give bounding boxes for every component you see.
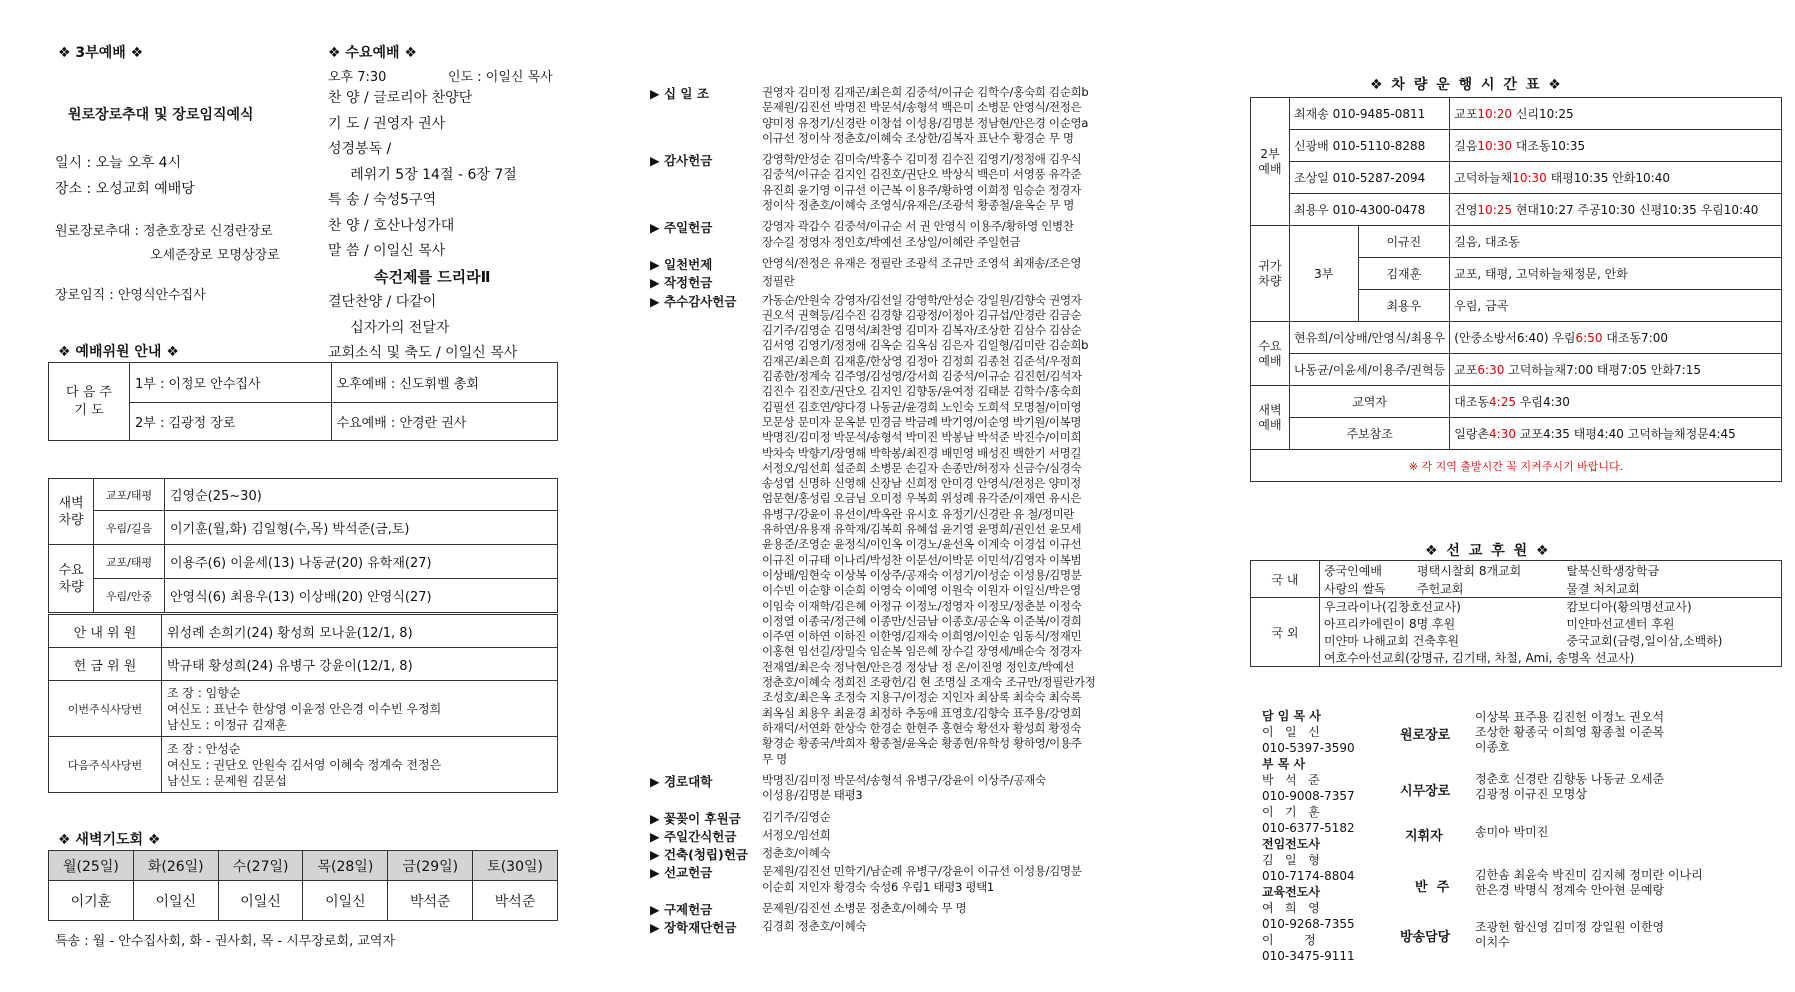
offering-names: 박차숙 박향기/장영해 박학봉/최진경 배민영 배성진 백한기 서명길 [762,445,1082,460]
schedule-route: 길음10:30 대조동10:35 [1450,130,1782,162]
schedule-group-2bu: 2부 예배 [1251,98,1290,226]
prayer-wed: 수요예배 : 안경란 권사 [331,403,557,441]
mission-item: 미얀마선교센터 후원 [1562,615,1781,632]
staff-group-names: 송미아 박미진 [1475,825,1549,839]
mission-item: 평택시찰회 8개교회 [1413,561,1562,580]
offering-names: 이상배/임현숙 이상복 이상주/공재숙 이성기/이성순 이성용/김명분 [762,567,1082,582]
offering-names: 정이삭 정춘호/이혜숙 조영식/유재은/조광석 황종철/윤옥순 무 명 [762,198,1075,213]
evangelist-title: 전임전도사 [1262,837,1320,851]
mission-item: 물결 처치교회 [1562,579,1781,598]
mission-item: 아프리카에린이 8명 후원 [1320,615,1563,632]
mission-item: 여호수아선교회(강명규, 김기태, 차철, Ami, 송명옥 선교사) [1320,649,1782,667]
staff-group-names: 김한솜 최윤숙 박진미 김지혜 정미란 이나리 한은경 박명식 정계숙 안아현 문예랑 [1475,868,1703,897]
program-row: 찬 양 / 호산나성가대 [328,217,455,234]
day-cell: 금(29일) [388,851,473,881]
schedule-route: 교포, 태평, 고덕하늘채정문, 안화 [1450,258,1782,290]
offering-names: 강영학/안성순 김미숙/박홍수 김미정 김수진 김영기/정정애 김우식 [762,152,1082,167]
offering-names: 무 명 [762,751,787,766]
service3-title: ❖ 3부예배 ❖ [58,45,144,61]
offering-label: ▶ 구제헌금 [650,902,713,917]
offering-names: 이규진 이규태 이나리/박성찬 이문선/이박문 이민석/김영자 이복범 [762,552,1082,567]
dawn-route-2-label: 우림/길음 [94,511,165,545]
pastor-title: 담 임 목 사 [1262,709,1321,723]
missions-title: ❖ 선 교 후 원 ❖ [1425,543,1551,559]
program-row: 특 송 / 숙성5구역 [328,192,437,208]
leader-cell: 이일신 [218,881,303,921]
usher-label: 안 내 위 원 [49,615,162,648]
missions-domestic-label: 국 내 [1251,561,1320,598]
offering-names: 김필선 김호연/양다경 나동균/윤경희 노인숙 도희석 모명철/이미영 [762,399,1082,414]
wed-service-leader: 인도 : 이일신 목사 [448,70,553,85]
dawn-vehicle-label: 새벽 차량 [49,479,94,545]
staff-group-label: 지휘자 [1405,829,1443,844]
ordination-title: 원로장로추대 및 장로임직예식 [68,107,254,123]
program-row: 결단찬양 / 다같이 [328,294,437,310]
offering-label: ▶ 꽃꽂이 후원금 [650,810,741,826]
offering-names: 이주연 이하연 이하진 이한영/김재숙 이희영/이인순 임동식/정재민 [762,629,1082,644]
schedule-driver: 교역자 [1290,386,1450,418]
schedule-route: 길음, 대조동 [1450,226,1782,258]
staff-group-label: 반 주 [1415,880,1450,895]
schedule-route: 교포10:20 신리10:25 [1450,98,1782,130]
schedule-driver: 조상일 010-5287-2094 [1290,162,1450,194]
program-row: 십자가의 전달자 [328,319,450,336]
staff-group-names: 정춘호 신경란 김향동 나동균 오세준 김광정 이규진 모명상 [1475,772,1665,801]
dawn-prayer-table [48,850,558,921]
assoc-title: 부 목 사 [1262,757,1306,771]
offering-label: ▶ 주일헌금 [650,220,713,236]
mission-item: 중국교회(금령,일이삼,소백하) [1562,632,1781,649]
program-row: 성경봉독 / [328,141,392,157]
offering-names: 김진수 김진호/권단오 김지인 김향동/윤여정 김태분 김학수/홍숙희 [762,384,1082,399]
offering-names: 이정열 이종국/정근혜 이종만/신금남 이종호/공순옥 이준복/이경희 [762,613,1082,628]
offering-names: 문제원/김진선 민학기/남순례 유병구/강윤이 이규선 이성용/김명분 [762,864,1082,879]
leader-cell: 박석준 [473,881,558,921]
schedule-driver: 나동균/이윤세/이용주/권혁등 [1290,354,1450,386]
dawn-prayer-days [49,851,558,881]
offering-names: 엄문현/홍성림 오금님 오미정 우복희 위성례 유각준/이재연 유시은 [762,491,1082,506]
offering-label: ▶ 감사헌금 [650,153,713,169]
pastor-name: 이 일 신 [1262,725,1320,739]
schedule-driver: 최용우 010-4300-0478 [1290,194,1450,226]
mission-item: 중국인예배 [1320,561,1414,580]
duty-table [48,614,558,793]
edu1-phone: 010-9268-7355 [1262,917,1355,931]
offering-names: 하재덕/서연화 한상숙 한경순 한현주 홍현숙 황선자 황성희 황정숙 [762,720,1081,735]
dawn-route-1-label: 교포/태평 [94,479,165,511]
offering-names: 최옥심 최용우 최윤경 최정하 추동애 표영호/김향숙 표주용/강영희 [762,705,1082,720]
vehicle-schedule-table [1250,97,1782,482]
offering-committee-label: 헌 금 위 원 [49,648,162,681]
offering-names: 유병구/강윤이 유선이/박옥란 유시호 유정기/신경란 유 철/정미란 [762,506,1075,521]
prayer-pm: 오후예배 : 신도휘벨 총회 [331,363,557,403]
schedule-driver: 최용우 [1358,290,1450,322]
offering-names: 김재곤/최은희 김재훈/한상영 김정아 김정희 김종천 김준석/우정희 [762,353,1082,368]
pastor-phone: 010-5397-3590 [1262,741,1355,755]
worship-committee-title: ❖ 예배위원 안내 ❖ [58,344,179,360]
program-row: 찬 양 / 글로리아 찬양단 [328,90,473,106]
mission-item: 사랑의 쌀독 [1320,579,1414,598]
ordination-place: 장소 : 오성교회 예배당 [55,181,195,197]
program-row: 교회소식 및 축도 / 이일신 목사 [328,345,518,361]
schedule-route: 우림, 금곡 [1450,290,1782,322]
wed-route-2: 안영식(6) 최용우(13) 이상배(20) 안영식(27) [165,579,558,613]
prayer-2bu: 2부 : 김광정 장로 [130,403,332,441]
edu2-name: 이 정 [1262,933,1316,947]
meal-duty-this: 조 장 : 임향순 여신도 : 표난수 한상영 이윤정 안은경 이수빈 우정희 남신도 : 이정규 김재훈 [162,681,558,737]
offering-names: 권오석 권혁등/김수진 김경향 김광정/이정아 김규섭/안경란 김금순 [762,307,1082,322]
offering-names: 정춘호/이혜숙 정희진 조광헌/김 현 조명실 조재숙 조규만/정필란가정 [762,675,1096,690]
next-prayer-label: 다 음 주 기 도 [49,363,130,441]
offering-names: 윤용준/조영순 윤정식/이인옥 이경노/윤선옥 이계숙 이경섭 이규선 [762,537,1082,552]
offering-names: 황경순 황종국/박희자 황종철/윤옥순 황종현/유학성 황하영/이용주 [762,736,1082,751]
vehicle-table [48,478,558,613]
offering-names: 정필란 [762,274,795,289]
dawn-prayer-title: ❖ 새벽기도회 ❖ [58,832,161,848]
schedule-driver: 최재송 010-9485-0811 [1290,98,1450,130]
schedule-group-wed: 수요 예배 [1251,322,1290,386]
offering-names: 이성용/김명분 태평3 [762,788,863,803]
offering-names: 문제원/김진선 박명진 박문석/송형석 백은미 소병문 안영식/전정은 [762,100,1082,115]
schedule-driver: 이규진 [1358,226,1450,258]
mission-item: 캄보디아(황의명선교사) [1562,598,1781,616]
mission-item: 탈북신학생장학금 [1562,561,1781,580]
schedule-return-part: 3부 [1290,226,1359,322]
offering-names: 조성호/최은옥 조정숙 지용구/이정순 지인자 최삼록 최숙숙 최숙록 [762,690,1082,705]
offering-names: 이순희 지인자 황경숙 숙성6 우림1 태평3 평택1 [762,879,994,894]
offering-names: 김서영 김영기/정정애 김옥순 김옥심 김은자 김일형/김미란 김순희b [762,338,1089,353]
offering-names: 김기주/김영순 [762,809,831,824]
ordination-datetime: 일시 : 오늘 오후 4시 [55,155,182,171]
offering-names: 강영자 곽갑수 김중석/이규순 서 권 안영식 이용주/황하영 인병찬 [762,219,1074,234]
mission-item: 우크라이나(김창호선교사) [1320,598,1563,616]
sermon-title: 속건제를 드리라Ⅱ [374,267,491,286]
leader-cell: 이일신 [303,881,388,921]
missions-foreign-label: 국 외 [1251,598,1320,667]
schedule-route: (안중소방서6:40) 우림6:50 대조동7:00 [1450,322,1782,354]
special-song-note: 특송 : 월 - 안수집사회, 화 - 권사회, 목 - 시무장로회, 교역자 [55,934,396,949]
staff-group-label: 방송담당 [1400,930,1451,945]
staff-group-label: 원로장로 [1400,728,1451,743]
schedule-route: 건영10:25 현대10:27 주공10:30 신평10:35 우림10:40 [1450,194,1782,226]
offering-label: ▶ 장학재단헌금 [650,920,737,936]
schedule-route: 일랑촌4:30 교포4:35 태평4:40 고덕하늘채정문4:45 [1450,418,1782,450]
offering-names: 전재열/최은숙 정낙현/안은경 정상남 정 온/이진영 정인호/박예선 [762,659,1075,674]
day-cell: 화(26일) [133,851,218,881]
program-row: 레위기 5장 14절 - 6장 7절 [328,166,517,183]
wed-program [328,86,517,367]
offering-names: 서정오/임선희 설준희 소병문 손길자 손종만/허정자 신금수/심경숙 [762,460,1082,475]
mission-item: 주헌교회 [1413,579,1562,598]
dawn-route-1: 김영순(25~30) [165,479,558,511]
schedule-title: ❖ 차 량 운 행 시 간 표 ❖ [1370,77,1563,93]
staff-group-names: 조광헌 함신영 김미정 강일원 이한영 이치수 [1475,920,1665,949]
offering-label: ▶ 작정헌금 [650,275,713,291]
offering-label: ▶ 추수감사헌금 [650,293,737,309]
offering-committee-names: 박규태 황성희(24) 유병구 강윤이(12/1, 8) [162,648,558,681]
offering-names: 장수길 정영자 정인호/박예선 조상일/이혜란 주일헌금 [762,234,1021,249]
schedule-driver: 현유희/이상배/안영식/최용우 [1290,322,1450,354]
schedule-route: 고덕하늘채10:30 태평10:35 안화10:40 [1450,162,1782,194]
evangelist-phone: 010-7174-8804 [1262,869,1355,883]
offering-names: 박명진/김미정 박문석/송형석 박미진 박봉남 박석준 박진수/이미희 [762,430,1082,445]
offering-names: 권영자 김미정 김재곤/최은희 김중석/이규순 김학수/홍숙희 김순희b [762,85,1089,99]
staff-group-label: 시무장로 [1400,784,1451,799]
offering-names: 정춘호/이혜숙 [762,846,831,861]
elders-line-2: 오세준장로 모명상장로 [150,248,280,263]
edu1-name: 여 희 영 [1262,901,1320,915]
wed-route-1: 이용주(6) 이윤세(13) 나동균(20) 유학재(27) [165,545,558,579]
assoc1-name: 박 석 준 [1262,773,1320,787]
offering-label: ▶ 십 일 조 [650,86,709,101]
wed-route-1-label: 교포/태평 [94,545,165,579]
offering-label: ▶ 경로대학 [650,773,713,789]
offering-names: 이임숙 이재학/김은혜 이정규 이정노/정영자 이정모/정춘분 이정숙 [762,598,1082,613]
offering-names: 서정오/임선희 [762,827,831,842]
offering-label: ▶ 일천번제 [650,257,713,272]
wed-route-2-label: 우림/안중 [94,579,165,613]
leader-cell: 이기훈 [49,881,134,921]
assoc1-phone: 010-9008-7357 [1262,789,1355,803]
offering-names: 이홍현 임선길/장밀숙 임순복 임은혜 장수길 장영세/배순숙 정경자 [762,644,1082,659]
offering-names: 이수빈 이순향 이순희 이영숙 이예영 이원숙 이원자 이일신/박은영 [762,583,1081,598]
leader-cell: 박석준 [388,881,473,921]
missions-table [1250,560,1782,667]
schedule-route: 대조동4:25 우림4:30 [1450,386,1782,418]
offering-names: 안영식/전정은 유재은 정필란 조광석 조규만 조영석 최재송/조은영 [762,256,1082,270]
elders-line-1: 원로장로추대 : 정춘호장로 신경란장로 [55,224,273,239]
program-row: 말 씀 / 이일신 목사 [328,243,446,259]
schedule-note: ※ 각 지역 출발시간 꼭 지켜주시기 바랍니다. [1251,450,1782,482]
day-cell: 월(25일) [49,851,134,881]
schedule-route: 교포6:30 고덕하늘채7:00 태평7:05 안화7:15 [1450,354,1782,386]
wed-vehicle-label: 수요 차량 [49,545,94,613]
wed-service-title: ❖ 수요예배 ❖ [328,45,417,61]
staff-list [1262,708,1382,964]
offering-names: 문제원/김진선 소병문 정춘호/이혜숙 무 명 [762,901,967,915]
schedule-group-return: 귀가 차량 [1251,226,1290,322]
usher-names: 위성례 손희기(24) 황성희 모나윤(12/1, 8) [162,615,558,648]
day-cell: 토(30일) [473,851,558,881]
offering-names: 박명진/김미정 박문석/송형석 유병구/강윤이 이상주/공재숙 [762,772,1046,787]
offering-names: 유진희 윤기영 이규선 이근복 이용주/황하영 이희정 임승순 정경자 [762,182,1081,197]
edu2-phone: 010-3475-9111 [1262,949,1355,963]
day-cell: 수(27일) [218,851,303,881]
ordination-elder: 장로임직 : 안영식안수집사 [55,288,206,303]
offering-names: 모문상 문미자 문옥분 민경금 박금례 박기영/이순영 박기원/이복명 [762,414,1082,429]
schedule-group-dawn: 새벽 예배 [1251,386,1290,450]
offering-names: 김기주/김영순 김명석/최찬영 김미자 김복자/조상한 김삼수 김삼순 [762,323,1082,338]
schedule-driver: 주보참조 [1290,418,1450,450]
offering-label: ▶ 건축(청립)헌금 [650,847,748,863]
day-cell: 목(28일) [303,851,388,881]
edu-title: 교육전도사 [1262,885,1320,899]
mission-item: 미얀마 나해교회 건축후원 [1320,632,1563,649]
dawn-route-2: 이기훈(월,화) 김일형(수,목) 박석준(금,토) [165,511,558,545]
evangelist-name: 김 일 형 [1262,853,1320,867]
worship-committee-table [48,362,558,441]
offering-names: 김경희 정춘호/이혜숙 [762,919,867,934]
offering-names: 유하연/유용재 유학재/김복희 유혜섭 윤기영 윤명희/권인선 윤모세 [762,522,1082,537]
meal-duty-next-label: 다음주식사당번 [49,737,162,793]
schedule-driver: 신광배 010-5110-8288 [1290,130,1450,162]
assoc2-phone: 010-6377-5182 [1262,821,1355,835]
offering-names: 김중석/이규순 김지인 김진호/권단오 박상식 백은미 서영풍 유각준 [762,167,1082,182]
schedule-driver: 김재훈 [1358,258,1450,290]
offering-label: ▶ 주일간식헌금 [650,828,737,844]
offering-names: 양미정 유정기/신경란 이창섭 이성용/김명분 정남현/안은경 이순영a [762,115,1089,130]
wed-service-time: 오후 7:30 [328,70,387,85]
assoc2-name: 이 기 훈 [1262,805,1320,819]
offering-names: 송성엽 신명하 신영해 신장남 신희정 안미경 안영식/전정은 양미정 [762,476,1081,491]
prayer-1bu: 1부 : 이정모 안수집사 [130,363,332,403]
meal-duty-next: 조 장 : 안성순 여신도 : 권단오 안원숙 김서영 이혜숙 정계숙 전정은 남신도 : 문제원 김문섭 [162,737,558,793]
offering-label: ▶ 선교헌금 [650,865,713,881]
offering-names: 이규선 정이삭 정춘호/이혜숙 조상한/김복자 표난수 황경순 무 명 [762,130,1074,145]
dawn-prayer-leaders [49,881,558,921]
offering-names: 가동순/안원숙 강영자/김선일 강영학/안성순 강일원/김향숙 권영자 [762,292,1082,307]
leader-cell: 이일신 [133,881,218,921]
staff-group-names: 이상복 표주용 김진헌 이정노 권오석 조상한 황종국 이희영 황종철 이준복 이종호 [1475,710,1665,754]
meal-duty-this-label: 이번주식사당번 [49,681,162,737]
program-row: 기 도 / 권영자 권사 [328,115,446,132]
offering-names: 김종한/정계숙 김주영/김성영/강서희 김중석/이규순 김진헌/김석자 [762,369,1082,384]
